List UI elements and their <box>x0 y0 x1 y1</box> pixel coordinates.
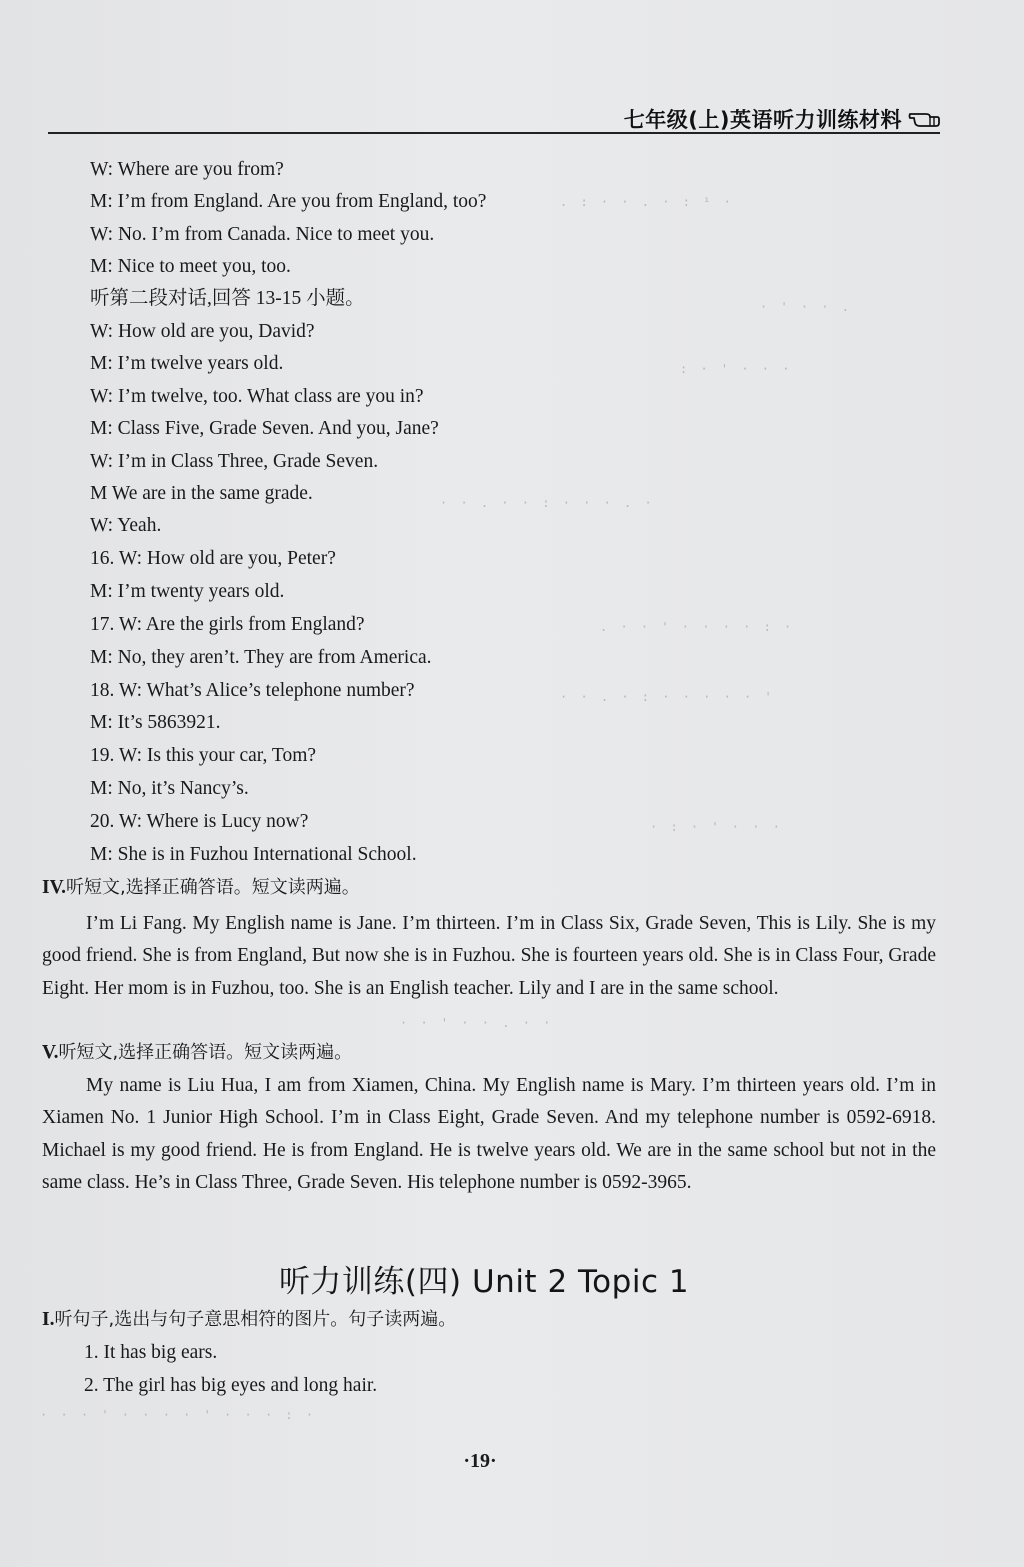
dialog-line: M: No, it’s Nancy’s. <box>90 778 249 799</box>
page-number: ·19· <box>463 1450 497 1472</box>
section-5-label: V. <box>42 1042 59 1063</box>
dialog-line: W: How old are you, David? <box>90 321 315 342</box>
section-4-heading-text: 听短文,选择正确答语。短文读两遍。 <box>66 877 360 898</box>
bleed-through-noise: · · ' · · . · · <box>400 1016 554 1030</box>
bleed-through-noise: · ' · · . <box>760 300 853 314</box>
bleed-through-noise: · · · ' · · · · ' · · · : · <box>40 1408 317 1422</box>
dialog-line: M: I’m twenty years old. <box>90 581 285 602</box>
section-5-heading <box>42 1041 352 1065</box>
dialog-line: M: Nice to meet you, too. <box>90 256 291 277</box>
dialog-line: 18. W: What’s Alice’s telephone number? <box>90 680 415 701</box>
unit-title: 听力训练(四) Unit 2 Topic 1 <box>278 1264 690 1300</box>
bleed-through-noise: . · · ' · · · · : · <box>600 620 795 634</box>
dialog-line: W: Where are you from? <box>90 159 284 180</box>
page-header <box>48 100 940 134</box>
section-4-heading <box>42 876 360 900</box>
dialog-instruction: 听第二段对话,回答 13-15 小题。 <box>90 288 365 309</box>
dialog-line: 16. W: How old are you, Peter? <box>90 548 336 569</box>
section-1-heading-text: 听句子,选出与句子意思相符的图片。句子读两遍。 <box>54 1309 457 1330</box>
section-4-paragraph: I’m Li Fang. My English name is Jane. I’m thirteen. I’m in Class Six, Grade Seven, This is Lily. She is my good friend. She is from England, But now she is in Fuzhou. She is fourteen years old. She is in Class Four, Grade Eight. Her mom is in Fuzhou, too. She is an English teacher. Lily and I are in the same school. <box>42 913 936 999</box>
dialog-line: 17. W: Are the girls from England? <box>90 614 365 635</box>
header-title: 七年级(上)英语听力训练材料 <box>623 108 902 132</box>
pointing-hand-icon <box>908 108 940 128</box>
bleed-through-noise: · : · ' · · · <box>650 820 783 834</box>
section-1-label: I. <box>42 1309 55 1330</box>
section-5-paragraph: My name is Liu Hua, I am from Xiamen, China. My English name is Mary. I’m thirteen years old. I’m in Xiamen No. 1 Junior High School. I’m in Class Eight, Grade Seven. And my telephone number is 0592-6918. Michael is my good friend. He is from England. He is twelve years old. We are in the same school but not in the same class. He’s in Class Three, Grade Seven. His telephone number is 0592-3965. <box>42 1075 936 1194</box>
dialog-line: 20. W: Where is Lucy now? <box>90 811 309 832</box>
dialog-line: W: I’m twelve, too. What class are you in? <box>90 386 424 407</box>
section-4-label: IV. <box>42 877 67 898</box>
dialog-line: M: She is in Fuzhou International School. <box>90 844 417 865</box>
dialog-line: W: I’m in Class Three, Grade Seven. <box>90 451 379 472</box>
section-1-heading <box>42 1308 456 1332</box>
list-item: 2. The girl has big eyes and long hair. <box>84 1375 378 1396</box>
section-5-heading-text: 听短文,选择正确答语。短文读两遍。 <box>58 1042 353 1063</box>
bleed-through-noise: · · . · : · · · · · ' <box>560 690 775 704</box>
dialog-line: M We are in the same grade. <box>90 483 313 504</box>
bleed-through-noise: · · . · · : · · · . · <box>440 496 655 510</box>
bleed-through-noise: . : · · . · : ¹ · <box>560 195 734 209</box>
dialog-line: M: I’m twelve years old. <box>90 353 284 374</box>
dialog-line: M: It’s 5863921. <box>90 712 221 733</box>
dialog-line: 19. W: Is this your car, Tom? <box>90 745 317 766</box>
dialog-line: M: I’m from England. Are you from England, too? <box>90 191 487 212</box>
dialog-line: W: No. I’m from Canada. Nice to meet you. <box>90 224 435 245</box>
dialog-line: M: Class Five, Grade Seven. And you, Jane? <box>90 418 439 439</box>
list-item: 1. It has big ears. <box>84 1342 218 1363</box>
header-rule <box>48 132 940 134</box>
dialog-line: W: Yeah. <box>90 515 162 536</box>
bleed-through-noise: : · ' · · · <box>680 362 793 376</box>
dialog-line: M: No, they aren’t. They are from America. <box>90 647 432 668</box>
